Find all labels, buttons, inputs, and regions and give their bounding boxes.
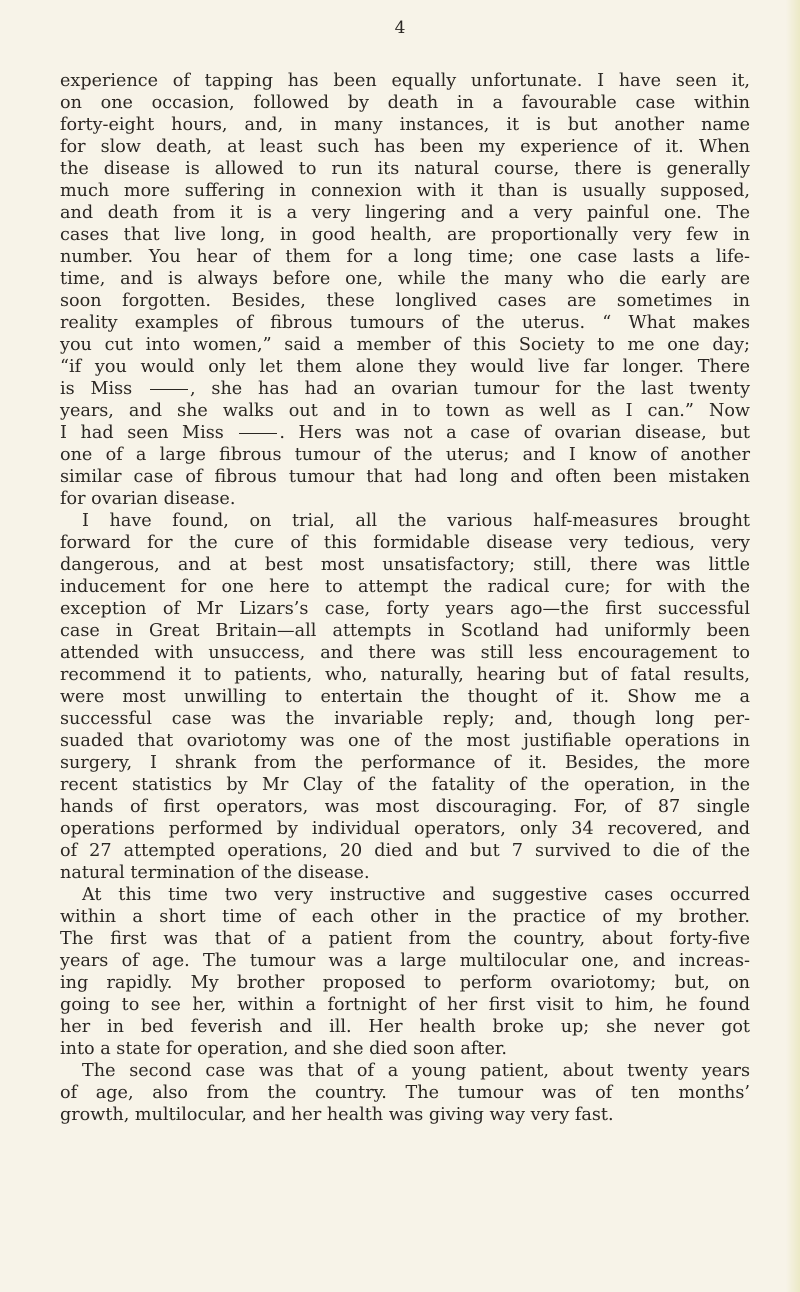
text-line: the disease is allowed to run its natural course, there is generally bbox=[60, 159, 750, 179]
text-line: her in bed feverish and ill. Her health broke up; she never got bbox=[60, 1017, 750, 1037]
text-line: recent statistics by Mr Clay of the fatality of the operation, in the bbox=[60, 775, 750, 795]
text-line: attended with unsuccess, and there was still less encouragement to bbox=[60, 643, 750, 663]
text-line: of 27 attempted operations, 20 died and but 7 survived to die of the bbox=[60, 841, 750, 861]
text-line: I have found, on trial, all the various half-measures brought bbox=[82, 511, 750, 531]
text-line: for ovarian disease. bbox=[60, 489, 236, 509]
text-line: much more suffering in connexion with it than is usually supposed, bbox=[60, 181, 750, 201]
text-line: inducement for one here to attempt the radical cure; for with the bbox=[60, 577, 750, 597]
text-line: hands of first operators, was most discouraging. For, of 87 single bbox=[60, 797, 750, 817]
text-line: forty-eight hours, and, in many instances, it is but another name bbox=[60, 115, 750, 135]
text-line: The first was that of a patient from the country, about forty-five bbox=[60, 929, 750, 949]
text-line: within a short time of each other in the practice of my brother. bbox=[60, 907, 750, 927]
text-line: dangerous, and at best most unsatisfactory; still, there was little bbox=[60, 555, 750, 575]
text-line: “if you would only let them alone they would live far longer. There bbox=[60, 357, 750, 377]
text-line: years, and she walks out and in to town as well as I can.” Now bbox=[60, 401, 750, 421]
text-line: growth, multilocular, and her health was giving way very fast. bbox=[60, 1105, 614, 1125]
text-line: on one occasion, followed by death in a favourable case within bbox=[60, 93, 750, 113]
text-line: At this time two very instructive and suggestive cases occurred bbox=[82, 885, 750, 905]
text-line: ing rapidly. My brother proposed to perform ovariotomy; but, on bbox=[60, 973, 750, 993]
text-fragment: is Miss bbox=[60, 379, 148, 399]
text-fragment: I had seen Miss bbox=[60, 423, 238, 443]
text-line: recommend it to patients, who, naturally, hearing but of fatal results, bbox=[60, 665, 750, 685]
text-fragment: , she has had an ovarian tumour for the last twenty bbox=[190, 379, 751, 399]
page-edge bbox=[786, 0, 800, 1292]
text-line bbox=[60, 422, 750, 444]
text-line: successful case was the invariable reply; and, though long per- bbox=[60, 709, 750, 729]
text-line: you cut into women,” said a member of this Society to me one day; bbox=[60, 335, 750, 355]
page-number: 4 bbox=[394, 18, 406, 38]
text-line: case in Great Britain—all attempts in Scotland had uniformly been bbox=[60, 621, 750, 641]
text-line: exception of Mr Lizars’s case, forty years ago—the first successful bbox=[60, 599, 750, 619]
text-line: experience of tapping has been equally unfortunate. I have seen it, bbox=[60, 71, 750, 91]
text-line: time, and is always before one, while the many who die early are bbox=[60, 269, 750, 289]
text-line: going to see her, within a fortnight of her first visit to him, he found bbox=[60, 995, 750, 1015]
text-line: suaded that ovariotomy was one of the most justifiable operations in bbox=[60, 731, 750, 751]
text-line: cases that live long, in good health, are proportionally very few in bbox=[60, 225, 750, 245]
text-line: soon forgotten. Besides, these longlived cases are sometimes in bbox=[60, 291, 750, 311]
text-line bbox=[60, 378, 750, 400]
text-line: similar case of fibrous tumour that had long and often been mistaken bbox=[60, 467, 750, 487]
text-line: forward for the cure of this formidable disease very tedious, very bbox=[60, 533, 750, 553]
text-line: reality examples of fibrous tumours of the uterus. “ What makes bbox=[60, 313, 750, 333]
text-line: years of age. The tumour was a large multilocular one, and increas- bbox=[60, 951, 750, 971]
redaction-dash bbox=[150, 389, 188, 390]
text-fragment: . Hers was not a case of ovarian disease, but bbox=[279, 423, 750, 443]
text-line: of age, also from the country. The tumour was of ten months’ bbox=[60, 1083, 750, 1103]
text-line: were most unwilling to entertain the thought of it. Show me a bbox=[60, 687, 750, 707]
text-line: and death from it is a very lingering and a very painful one. The bbox=[60, 203, 750, 223]
redaction-dash bbox=[239, 433, 277, 434]
text-line: natural termination of the disease. bbox=[60, 863, 370, 883]
text-line: into a state for operation, and she died soon after. bbox=[60, 1039, 507, 1059]
text-line: number. You hear of them for a long time; one case lasts a life- bbox=[60, 247, 750, 267]
text-line: operations performed by individual operators, only 34 recovered, and bbox=[60, 819, 750, 839]
text-line: surgery, I shrank from the performance of it. Besides, the more bbox=[60, 753, 750, 773]
text-line: The second case was that of a young patient, about twenty years bbox=[82, 1061, 750, 1081]
body-text bbox=[60, 70, 750, 1126]
text-line: one of a large fibrous tumour of the uterus; and I know of another bbox=[60, 445, 750, 465]
text-line: for slow death, at least such has been my experience of it. When bbox=[60, 137, 750, 157]
